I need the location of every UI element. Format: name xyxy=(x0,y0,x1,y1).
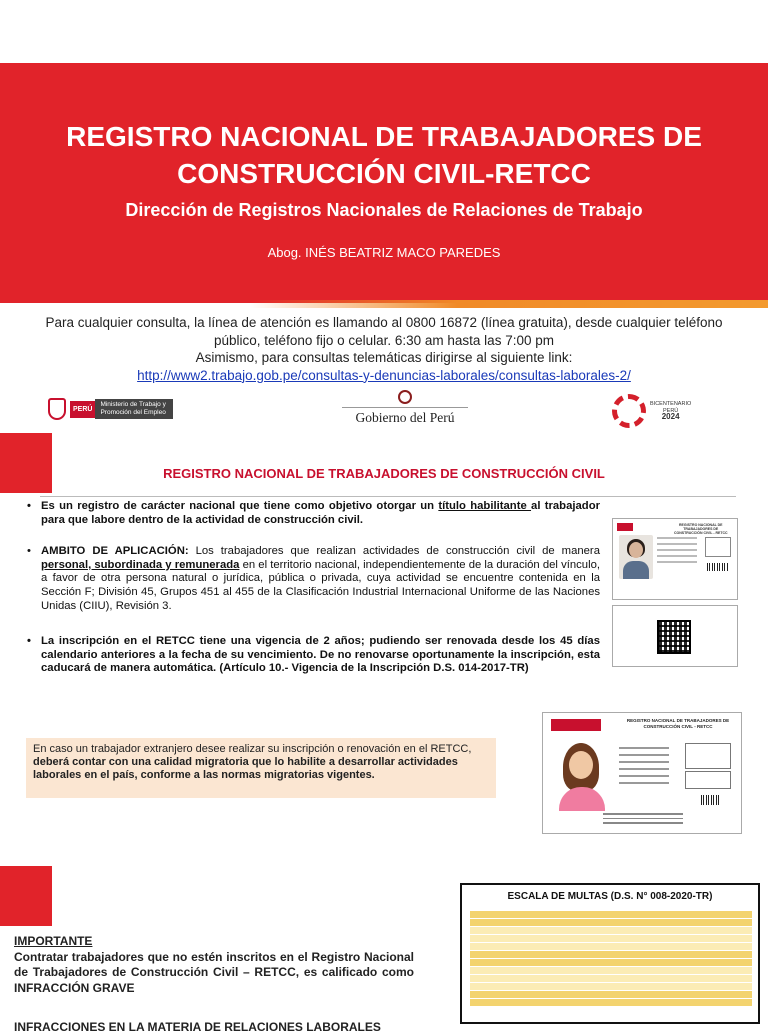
notice-bold-text: deberá contar con una calidad migratoria que lo habilite a desarrollar actividades laborales en el país, conforme a las normas migratorias vigentes. xyxy=(33,756,458,781)
contact-line-3: Asimismo, para consultas telemáticas dirigirse al siguiente link: xyxy=(195,350,573,365)
bullet-definition-underlined: título habilitante xyxy=(438,500,532,512)
gobierno-logo xyxy=(340,390,470,426)
mtpe-logo xyxy=(48,398,173,420)
page-subtitle: Dirección de Registros Nacionales de Relaciones de Trabajo xyxy=(125,200,643,220)
worker-photo xyxy=(619,535,653,579)
fines-row xyxy=(470,927,752,934)
sample-expiry-box xyxy=(685,771,731,789)
card-title: REGISTRO NACIONAL DE TRABAJADORES DE CONSTRUCCIÓN CIVIL - RETCC xyxy=(673,523,728,535)
fines-row xyxy=(470,983,752,990)
sample-barcode-icon xyxy=(701,795,719,805)
fines-row xyxy=(470,967,752,974)
mtpe-flag-icon xyxy=(551,719,601,731)
sample-date-box xyxy=(685,743,731,769)
bicentenario-label: BICENTENARIO xyxy=(650,401,692,408)
bicentenario-year: 2024 xyxy=(661,412,680,422)
body-shape xyxy=(623,561,649,579)
fines-table xyxy=(460,883,760,1024)
card-date-box xyxy=(705,537,731,557)
fines-row xyxy=(470,975,752,982)
id-card-back xyxy=(612,605,738,667)
peru-flag-icon xyxy=(617,523,633,531)
bicentenario-text xyxy=(650,401,691,421)
sample-card-title: REGISTRO NACIONAL DE TRABAJADORES DE CONSTRUCCIÓN CIVIL - RETCC xyxy=(626,718,730,729)
fines-row xyxy=(470,999,752,1006)
bullet-definition-end: al trabajador para que labore dentro de la actividad de construcción civil. xyxy=(41,500,600,526)
bullet-definition xyxy=(26,500,600,527)
peru-shield-icon xyxy=(48,398,66,420)
fines-band xyxy=(470,991,752,998)
author-name: Abog. INÉS BEATRIZ MACO PAREDES xyxy=(267,245,501,260)
page-title-line-1: REGISTRO NACIONAL DE TRABAJADORES DE xyxy=(66,121,702,152)
fines-row xyxy=(470,935,752,942)
notice-text: En caso un trabajador extranjero desee realizar su inscripción o renovación en el RETCC, xyxy=(33,743,472,755)
section-title: REGISTRO NACIONAL DE TRABAJADORES DE CONSTRUCCIÓN CIVIL xyxy=(163,466,605,481)
coat-of-arms-icon xyxy=(398,390,412,404)
bullet-scope xyxy=(26,545,600,613)
fines-band xyxy=(470,951,752,958)
gobierno-divider xyxy=(342,407,468,408)
bicentenario-country: PERÚ xyxy=(662,407,679,414)
fines-grid xyxy=(470,911,752,1007)
important-section xyxy=(14,934,414,996)
fines-row xyxy=(470,959,752,966)
id-card-sample xyxy=(542,712,742,834)
page-title-line-2: CONSTRUCCIÓN CIVIL-RETCC xyxy=(177,158,591,189)
sample-body-shape xyxy=(559,787,605,811)
sample-card-fields xyxy=(619,747,669,789)
bicentenario-logo xyxy=(612,394,691,428)
section-divider xyxy=(40,496,736,497)
bullet-scope-text: Los trabajadores que realizan actividades de construcción civil de manera xyxy=(188,545,600,558)
fines-row xyxy=(470,943,752,950)
important-title: IMPORTANTE xyxy=(14,934,93,948)
infracciones-heading: INFRACCIONES EN LA MATERIA DE RELACIONES LABORALES xyxy=(14,1020,381,1034)
id-card-front xyxy=(612,518,738,600)
consultas-link[interactable]: http://www2.trabajo.gob.pe/consultas-y-denuncias-laborales/consultas-laborales-2/ xyxy=(137,367,631,383)
gobierno-label: Gobierno del Perú xyxy=(355,410,455,425)
red-side-block xyxy=(0,433,52,493)
mtpe-label: Ministerio de Trabajo y Promoción del Empleo xyxy=(95,399,173,419)
face-shape xyxy=(629,542,643,558)
hero-accent-stripe xyxy=(250,300,768,308)
fines-row xyxy=(470,919,752,926)
signature-block xyxy=(603,813,683,827)
bullet-scope-underlined: personal, subordinada y remunerada xyxy=(41,558,240,571)
foreign-worker-notice xyxy=(26,738,496,798)
contact-line-2: público, teléfono fijo o celular. 6:30 am hasta las 7:00 pm xyxy=(214,332,554,348)
fines-band xyxy=(470,911,752,918)
bicentenario-ring-icon xyxy=(612,394,646,428)
bullet-scope-label: AMBITO DE APLICACIÓN: xyxy=(41,545,189,558)
page-title xyxy=(20,118,748,192)
red-side-block-2 xyxy=(0,866,52,926)
card-fields xyxy=(657,537,697,567)
fines-title: ESCALA DE MULTAS (D.S. N° 008-2020-TR) xyxy=(507,891,713,902)
peru-label: PERÚ xyxy=(70,401,95,418)
barcode-icon xyxy=(707,563,729,571)
bullet-validity: • La inscripción en el RETCC tiene una vigencia de 2 años; pudiendo ser renovada desde los 45 días calendario anteriores a la fecha de su vencimiento. De no renovarse oportunamente la inscripción, esta caducará de manera automática. (Artículo 10.- Vigencia de la Inscripción D.S. 014-2017-TR) xyxy=(26,635,600,676)
qr-code-icon xyxy=(657,620,691,654)
sample-photo xyxy=(555,741,609,811)
important-text: Contratar trabajadores que no estén inscritos en el Registro Nacional de Trabajadores de Construcción Civil – RETCC, es calificado como INFRACCIÓN GRAVE xyxy=(14,949,414,995)
sample-face-shape xyxy=(569,751,593,779)
contact-line-1: Para cualquier consulta, la línea de atención es llamando al 0800 16872 (línea gratuita), desde cualquier teléfono xyxy=(45,315,723,330)
logo-bar xyxy=(0,390,768,432)
bullet-definition-text: Es un registro de carácter nacional que tiene como objetivo otorgar un xyxy=(41,500,439,512)
contact-info xyxy=(10,314,758,384)
bullet-list xyxy=(26,500,600,676)
bullet-scope-end: en el territorio nacional, independientemente de la duración del vínculo, a favor de otra persona natural o jurídica, pública o privada, cuya actividad se encuentre contenida en la Sección F; División 45, Grupos 451 al 455 de la Clasificación Industrial Internacional Uniforme de las Naciones Unidas (CIIU), Revisión 3. xyxy=(41,558,600,612)
